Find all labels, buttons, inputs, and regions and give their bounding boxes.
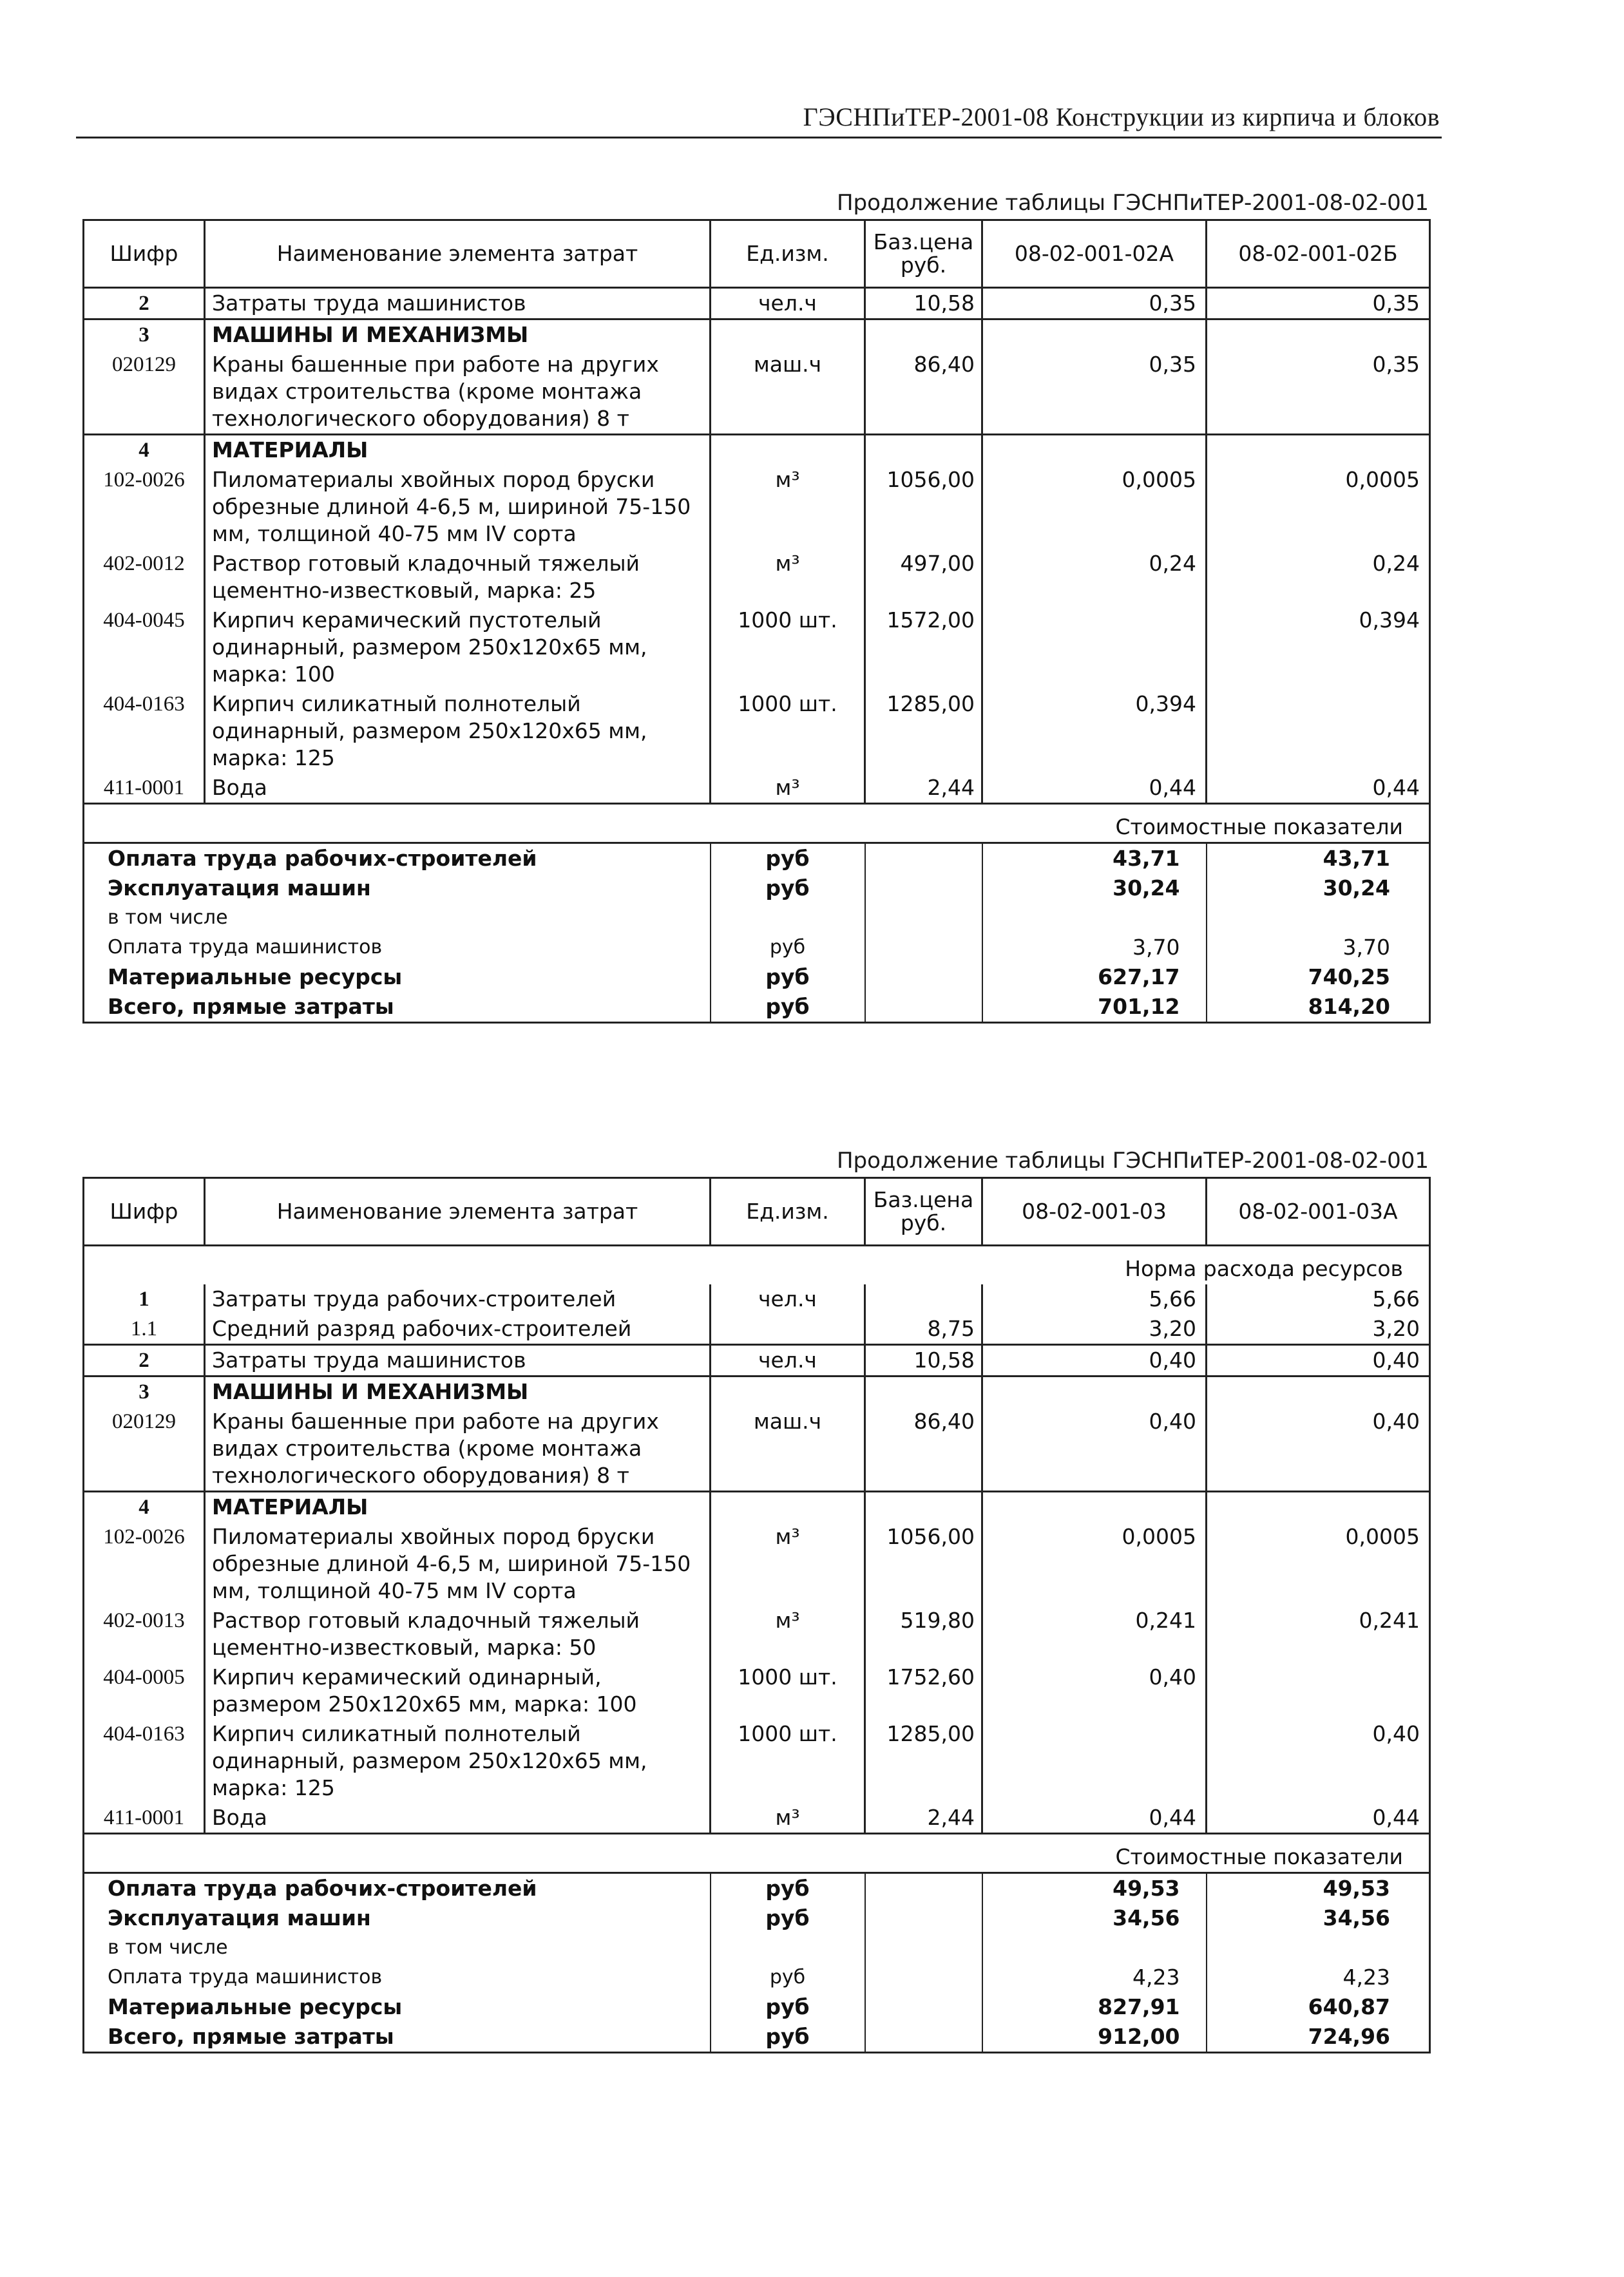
cost-header-row [84, 1833, 1430, 1872]
cost-row [84, 1992, 1430, 2022]
row-value-b [1207, 1662, 1430, 1719]
row-value-b: 0,44 [1207, 1803, 1430, 1834]
col-header-code: Шифр [84, 1178, 205, 1246]
cost-value-a: 43,71 [982, 843, 1207, 874]
cost-unit: руб [711, 1992, 865, 2022]
cost-label: Оплата труда рабочих-строителей [84, 1872, 711, 1903]
cost-price-empty [865, 843, 982, 874]
row-price: 86,40 [865, 350, 982, 435]
cost-price-empty [865, 992, 982, 1023]
cost-value-b [1207, 1933, 1430, 1963]
row-name: МАТЕРИАЛЫ [205, 435, 711, 466]
cost-label: Оплата труда машинистов [84, 1963, 711, 1992]
col-header-code: Шифр [84, 220, 205, 288]
row-value-b: 0,35 [1207, 288, 1430, 319]
col-header-unit: Ед.изм. [711, 1178, 865, 1246]
row-value-a: 0,40 [982, 1407, 1207, 1492]
row-value-a [982, 1491, 1207, 1522]
row-unit: 1000 шт. [711, 689, 865, 773]
cost-unit: руб [711, 2022, 865, 2053]
table-row [84, 689, 1430, 773]
row-code: 402-0012 [84, 549, 205, 605]
cost-value-b: 30,24 [1207, 873, 1430, 903]
cost-row [84, 1933, 1430, 1963]
table1-caption: Продолжение таблицы ГЭСНПиТЕР-2001-08-02-001 [836, 190, 1429, 216]
row-value-b: 0,0005 [1207, 465, 1430, 549]
row-value-a: 0,241 [982, 1606, 1207, 1662]
col-header-name: Наименование элемента затрат [205, 220, 711, 288]
row-code: 020129 [84, 350, 205, 435]
table-row [84, 288, 1430, 319]
row-price: 1572,00 [865, 605, 982, 689]
unit-text: м³ [775, 551, 800, 576]
row-code: 402-0013 [84, 1606, 205, 1662]
row-name: Вода [205, 1803, 711, 1834]
row-name: Раствор готовый кладочный тяжелый цементно-известковый, марка: 25 [205, 549, 711, 605]
row-value-b: 3,20 [1207, 1314, 1430, 1345]
cost-value-a: 912,00 [982, 2022, 1207, 2053]
cost-label: Всего, прямые затраты [84, 992, 711, 1023]
cost-value-b: 740,25 [1207, 962, 1430, 992]
table-row [84, 549, 1430, 605]
table-row [84, 319, 1430, 350]
cost-value-b: 814,20 [1207, 992, 1430, 1023]
row-unit [711, 1376, 865, 1407]
cost-label: Эксплуатация машин [84, 873, 711, 903]
row-value-b: 0,24 [1207, 549, 1430, 605]
row-price: 2,44 [865, 1803, 982, 1834]
row-value-a: 0,40 [982, 1344, 1207, 1376]
row-price: 1056,00 [865, 1522, 982, 1606]
row-value-a: 0,394 [982, 689, 1207, 773]
cost-price-empty [865, 933, 982, 962]
row-value-b: 0,241 [1207, 1606, 1430, 1662]
row-name: Затраты труда машинистов [205, 1344, 711, 1376]
cost-unit: руб [711, 962, 865, 992]
cost-value-a: 701,12 [982, 992, 1207, 1023]
cost-value-b: 4,23 [1207, 1963, 1430, 1992]
row-value-a [982, 319, 1207, 350]
table-row [84, 1522, 1430, 1606]
cost-value-b: 43,71 [1207, 843, 1430, 874]
cost-price-empty [865, 873, 982, 903]
cost-price-empty [865, 962, 982, 992]
cost-value-a: 3,70 [982, 933, 1207, 962]
table-row [84, 605, 1430, 689]
row-unit [711, 773, 865, 804]
row-unit [711, 1314, 865, 1345]
row-price [865, 435, 982, 466]
row-unit: чел.ч [711, 1344, 865, 1376]
row-value-b [1207, 435, 1430, 466]
row-price: 1285,00 [865, 1719, 982, 1803]
cost-label: Всего, прямые затраты [84, 2022, 711, 2053]
table-row [84, 1662, 1430, 1719]
cost-value-a [982, 1933, 1207, 1963]
cost-value-b: 724,96 [1207, 2022, 1430, 2053]
row-value-a: 0,35 [982, 288, 1207, 319]
row-value-b [1207, 1376, 1430, 1407]
unit-text: м³ [775, 1523, 800, 1549]
cost-unit: руб [711, 1963, 865, 1992]
row-price [865, 1284, 982, 1314]
row-value-b: 0,35 [1207, 350, 1430, 435]
row-value-b: 0,394 [1207, 605, 1430, 689]
cost-value-b: 34,56 [1207, 1903, 1430, 1933]
row-price: 497,00 [865, 549, 982, 605]
row-name: Пиломатериалы хвойных пород бруски обрезные длиной 4-6,5 м, шириной 75-150 мм, толщиной 40-75 мм IV сорта [205, 465, 711, 549]
row-value-b: 0,44 [1207, 773, 1430, 804]
row-unit [711, 1522, 865, 1606]
cost-row [84, 2022, 1430, 2053]
unit-text: м³ [775, 1607, 800, 1633]
row-name: Кирпич керамический одинарный, размером 250х120х65 мм, марка: 100 [205, 1662, 711, 1719]
row-value-a: 0,24 [982, 549, 1207, 605]
cost-price-empty [865, 1963, 982, 1992]
cost-label: Материальные ресурсы [84, 962, 711, 992]
row-code: 404-0045 [84, 605, 205, 689]
cost-value-b: 640,87 [1207, 1992, 1430, 2022]
row-value-a: 0,44 [982, 773, 1207, 804]
norm-header-row [84, 1246, 1430, 1284]
row-name: Краны башенные при работе на других видах строительства (кроме монтажа технологического оборудования) 8 т [205, 1407, 711, 1492]
row-value-b [1207, 319, 1430, 350]
row-code: 404-0163 [84, 689, 205, 773]
row-name: Кирпич силикатный полнотелый одинарный, размером 250х120х65 мм, марка: 125 [205, 689, 711, 773]
row-unit [711, 1606, 865, 1662]
table2-caption: Продолжение таблицы ГЭСНПиТЕР-2001-08-02-001 [836, 1148, 1429, 1174]
cost-header-row [84, 804, 1430, 843]
cost-value-b: 49,53 [1207, 1872, 1430, 1903]
row-price: 10,58 [865, 1344, 982, 1376]
table-row [84, 1803, 1430, 1834]
table-row [84, 1719, 1430, 1803]
running-header: ГЭСНПиТЕР-2001-08 Конструкции из кирпича и блоков [803, 102, 1440, 131]
row-value-a: 5,66 [982, 1284, 1207, 1314]
row-code: 404-0005 [84, 1662, 205, 1719]
table-row [84, 1284, 1430, 1314]
row-code: 4 [84, 435, 205, 466]
header-rule [76, 137, 1442, 138]
table-row [84, 1376, 1430, 1407]
row-name: МАШИНЫ И МЕХАНИЗМЫ [205, 319, 711, 350]
table-row [84, 1407, 1430, 1492]
row-value-a: 0,0005 [982, 465, 1207, 549]
cost-value-b [1207, 903, 1430, 933]
cost-value-a: 30,24 [982, 873, 1207, 903]
row-price: 1752,60 [865, 1662, 982, 1719]
row-unit: чел.ч [711, 288, 865, 319]
row-name: Кирпич силикатный полнотелый одинарный, размером 250х120х65 мм, марка: 125 [205, 1719, 711, 1803]
row-unit: маш.ч [711, 1407, 865, 1492]
cost-value-a: 34,56 [982, 1903, 1207, 1933]
table-row [84, 435, 1430, 466]
cost-row [84, 843, 1430, 874]
row-price [865, 1491, 982, 1522]
row-value-a: 0,0005 [982, 1522, 1207, 1606]
row-name: МАТЕРИАЛЫ [205, 1491, 711, 1522]
row-unit [711, 435, 865, 466]
row-price: 1285,00 [865, 689, 982, 773]
cost-value-a [982, 903, 1207, 933]
col-header-name: Наименование элемента затрат [205, 1178, 711, 1246]
col-header-b: 08-02-001-02Б [1207, 220, 1430, 288]
cost-unit: руб [711, 873, 865, 903]
cost-unit: руб [711, 843, 865, 874]
cost-row [84, 1903, 1430, 1933]
cost-price-empty [865, 1872, 982, 1903]
row-unit [711, 465, 865, 549]
cost-row [84, 992, 1430, 1023]
cost-label: Оплата труда рабочих-строителей [84, 843, 711, 874]
row-value-b [1207, 689, 1430, 773]
row-name: Вода [205, 773, 711, 804]
row-value-a: 0,35 [982, 350, 1207, 435]
cost-unit [711, 1933, 865, 1963]
row-name: Кирпич керамический пустотелый одинарный, размером 250х120х65 мм, марка: 100 [205, 605, 711, 689]
row-unit: 1000 шт. [711, 605, 865, 689]
row-unit: 1000 шт. [711, 1662, 865, 1719]
cost-row [84, 933, 1430, 962]
table-row [84, 465, 1430, 549]
row-value-a [982, 1376, 1207, 1407]
cost-price-empty [865, 1992, 982, 2022]
cost-header: Стоимостные показатели [84, 804, 1430, 843]
row-price: 10,58 [865, 288, 982, 319]
row-code: 411-0001 [84, 1803, 205, 1834]
col-header-a: 08-02-001-03 [982, 1178, 1207, 1246]
cost-unit: руб [711, 992, 865, 1023]
row-price [865, 319, 982, 350]
cost-row [84, 1963, 1430, 1992]
row-code: 411-0001 [84, 773, 205, 804]
table1 [82, 219, 1431, 1024]
cost-label: Оплата труда машинистов [84, 933, 711, 962]
col-header-a: 08-02-001-02А [982, 220, 1207, 288]
row-name: Средний разряд рабочих-строителей [205, 1314, 711, 1345]
col-header-price: Баз.цена руб. [865, 1178, 982, 1246]
unit-text: м³ [775, 467, 800, 492]
row-price: 2,44 [865, 773, 982, 804]
cost-label: Эксплуатация машин [84, 1903, 711, 1933]
cost-value-a: 49,53 [982, 1872, 1207, 1903]
row-code: 1 [84, 1284, 205, 1314]
row-name: МАШИНЫ И МЕХАНИЗМЫ [205, 1376, 711, 1407]
table-row [84, 1314, 1430, 1345]
cost-price-empty [865, 1903, 982, 1933]
row-name: Пиломатериалы хвойных пород бруски обрезные длиной 4-6,5 м, шириной 75-150 мм, толщиной 40-75 мм IV сорта [205, 1522, 711, 1606]
table-row [84, 1491, 1430, 1522]
cost-unit: руб [711, 933, 865, 962]
cost-value-a: 627,17 [982, 962, 1207, 992]
row-unit: 1000 шт. [711, 1719, 865, 1803]
cost-header: Стоимостные показатели [84, 1833, 1430, 1872]
row-code: 1.1 [84, 1314, 205, 1345]
unit-text: м³ [775, 775, 800, 800]
row-unit: маш.ч [711, 350, 865, 435]
row-value-a [982, 1719, 1207, 1803]
row-unit [711, 549, 865, 605]
row-code: 3 [84, 319, 205, 350]
cost-label: в том числе [84, 903, 711, 933]
row-unit [711, 1491, 865, 1522]
cost-row [84, 873, 1430, 903]
row-name: Затраты труда машинистов [205, 288, 711, 319]
row-value-a [982, 435, 1207, 466]
row-value-b: 0,40 [1207, 1719, 1430, 1803]
norm-header: Норма расхода ресурсов [84, 1246, 1430, 1284]
cost-value-a: 4,23 [982, 1963, 1207, 1992]
cost-label: Материальные ресурсы [84, 1992, 711, 2022]
row-code: 020129 [84, 1407, 205, 1492]
cost-price-empty [865, 2022, 982, 2053]
cost-row [84, 903, 1430, 933]
row-price: 1056,00 [865, 465, 982, 549]
row-price: 519,80 [865, 1606, 982, 1662]
row-unit [711, 319, 865, 350]
row-unit [711, 1803, 865, 1834]
row-unit: чел.ч [711, 1284, 865, 1314]
row-name: Краны башенные при работе на других видах строительства (кроме монтажа технологического оборудования) 8 т [205, 350, 711, 435]
row-value-b [1207, 1491, 1430, 1522]
cost-unit: руб [711, 1903, 865, 1933]
cost-row [84, 962, 1430, 992]
row-value-a: 0,44 [982, 1803, 1207, 1834]
col-header-b: 08-02-001-03А [1207, 1178, 1430, 1246]
col-header-price: Баз.цена руб. [865, 220, 982, 288]
row-price: 8,75 [865, 1314, 982, 1345]
row-code: 3 [84, 1376, 205, 1407]
row-name: Затраты труда рабочих-строителей [205, 1284, 711, 1314]
row-code: 2 [84, 1344, 205, 1376]
row-code: 404-0163 [84, 1719, 205, 1803]
table-row [84, 773, 1430, 804]
row-code: 2 [84, 288, 205, 319]
cost-price-empty [865, 1933, 982, 1963]
row-value-a [982, 605, 1207, 689]
row-code: 102-0026 [84, 465, 205, 549]
cost-value-b: 3,70 [1207, 933, 1430, 962]
row-value-b: 0,0005 [1207, 1522, 1430, 1606]
row-value-b: 0,40 [1207, 1344, 1430, 1376]
table-row [84, 350, 1430, 435]
row-value-a: 3,20 [982, 1314, 1207, 1345]
cost-unit: руб [711, 1872, 865, 1903]
row-name: Раствор готовый кладочный тяжелый цементно-известковый, марка: 50 [205, 1606, 711, 1662]
unit-text: м³ [775, 1804, 800, 1830]
table2 [82, 1177, 1431, 2053]
row-code: 4 [84, 1491, 205, 1522]
cost-label: в том числе [84, 1933, 711, 1963]
cost-unit [711, 903, 865, 933]
row-code: 102-0026 [84, 1522, 205, 1606]
row-value-a: 0,40 [982, 1662, 1207, 1719]
cost-row [84, 1872, 1430, 1903]
table-row [84, 1606, 1430, 1662]
row-value-b: 5,66 [1207, 1284, 1430, 1314]
row-value-b: 0,40 [1207, 1407, 1430, 1492]
col-header-unit: Ед.изм. [711, 220, 865, 288]
row-price: 86,40 [865, 1407, 982, 1492]
row-price [865, 1376, 982, 1407]
cost-price-empty [865, 903, 982, 933]
cost-value-a: 827,91 [982, 1992, 1207, 2022]
table-row [84, 1344, 1430, 1376]
